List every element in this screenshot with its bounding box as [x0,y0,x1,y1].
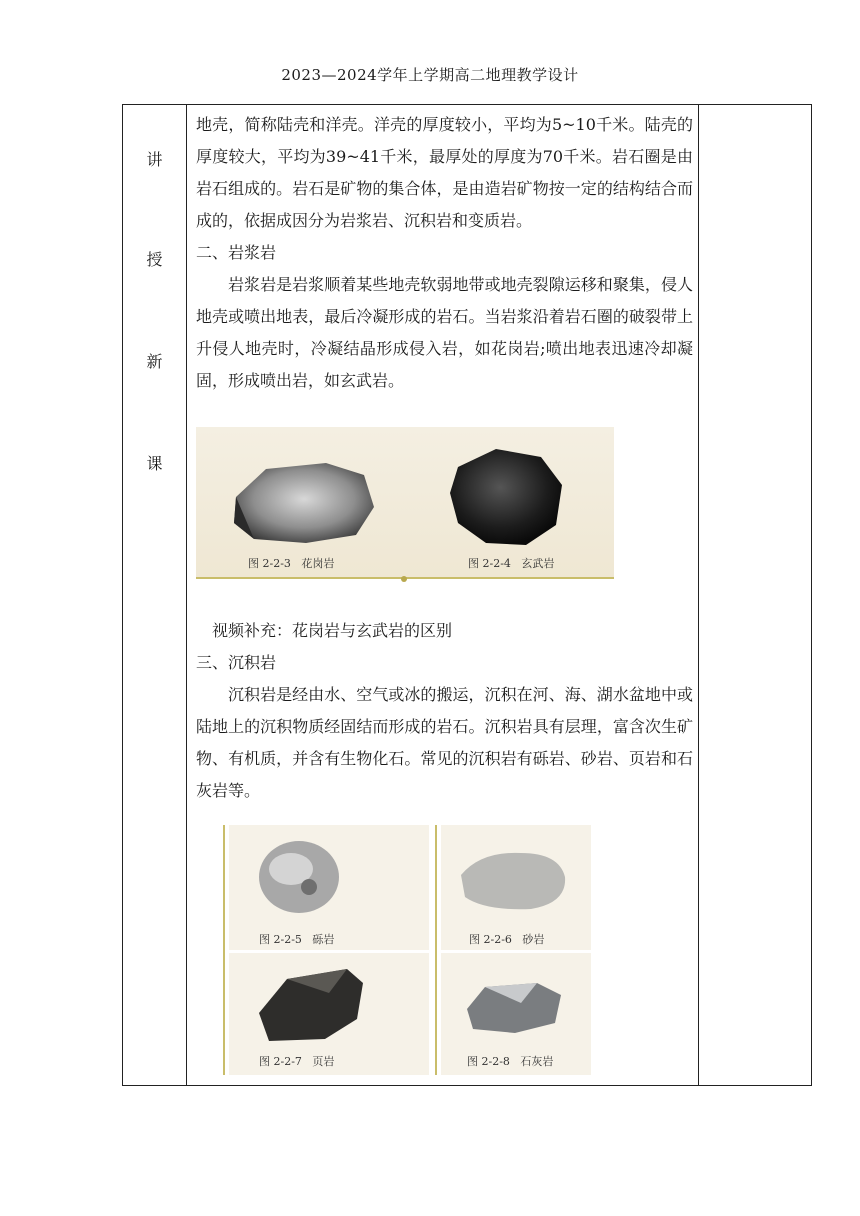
figure-rule-left [223,825,225,1075]
side-label-char: 讲 [146,150,163,169]
side-label-char: 课 [146,454,163,473]
side-label-char: 授 [146,250,163,269]
granite-caption: 图 2-2-3 花岗岩 [248,557,335,570]
section-heading-igneous: 二、岩浆岩 [196,243,277,262]
figure-dot [401,576,407,582]
table-divider-left [186,105,187,1085]
limestone-panel [441,953,591,1075]
video-note: 视频补充：花岗岩与玄武岩的区别 [212,621,453,640]
granite-rock-image [234,463,374,543]
page-header-title: 2023—2024学年上学期高二地理教学设计 [281,66,579,84]
sedimentary-rock-figure [223,825,593,1075]
igneous-rock-figure [196,427,614,579]
conglomerate-rock-image [229,825,429,930]
content-block-top [196,109,693,397]
side-label-char: 新 [146,352,163,371]
conglomerate-panel [229,825,429,950]
section-heading-sedimentary: 三、沉积岩 [196,653,277,672]
sandstone-rock-image [441,825,591,930]
limestone-rock-image [441,953,591,1053]
shale-panel [229,953,429,1075]
sedimentary-paragraph: 沉积岩是经由水、空气或冰的搬运，沉积在河、海、湖水盆地中或陆地上的沉积物质经固结而形成的岩石。沉积岩具有层理，富含次生矿物、有机质，并含有生物化石。常见的沉积岩有砾岩、砂岩、页岩和石灰岩等。 [196,685,693,800]
conglomerate-caption: 图 2-2-5 砾岩 [259,933,335,946]
crust-paragraph: 地壳，简称陆壳和洋壳。洋壳的厚度较小，平均为5~10千米。陆壳的厚度较大，平均为39~41千米，最厚处的厚度为70千米。岩石圈是由岩石组成的。岩石是矿物的集合体，是由造岩矿物按一定的结构结合而成的，依据成因分为岩浆岩、沉积岩和变质岩。 [196,115,693,230]
limestone-caption: 图 2-2-8 石灰岩 [467,1055,554,1068]
igneous-paragraph: 岩浆岩是岩浆顺着某些地壳软弱地带或地壳裂隙运移和聚集，侵人地壳或喷出地表，最后冷凝形成的岩石。当岩浆沿着岩石圈的破裂带上升侵人地壳时，冷凝结晶形成侵入岩，如花岗岩;喷出地表迅速冷却凝固，形成喷出岩，如玄武岩。 [196,275,693,390]
lesson-table [122,104,812,1086]
content-block-bottom [196,615,693,807]
shale-rock-image [229,953,429,1053]
sandstone-caption: 图 2-2-6 砂岩 [469,933,545,946]
table-divider-right [698,105,699,1085]
figure-rule-middle [435,825,437,1075]
basalt-rock-image [450,449,562,545]
sandstone-panel [441,825,591,950]
shale-caption: 图 2-2-7 页岩 [259,1055,335,1068]
basalt-caption: 图 2-2-4 玄武岩 [468,557,555,570]
